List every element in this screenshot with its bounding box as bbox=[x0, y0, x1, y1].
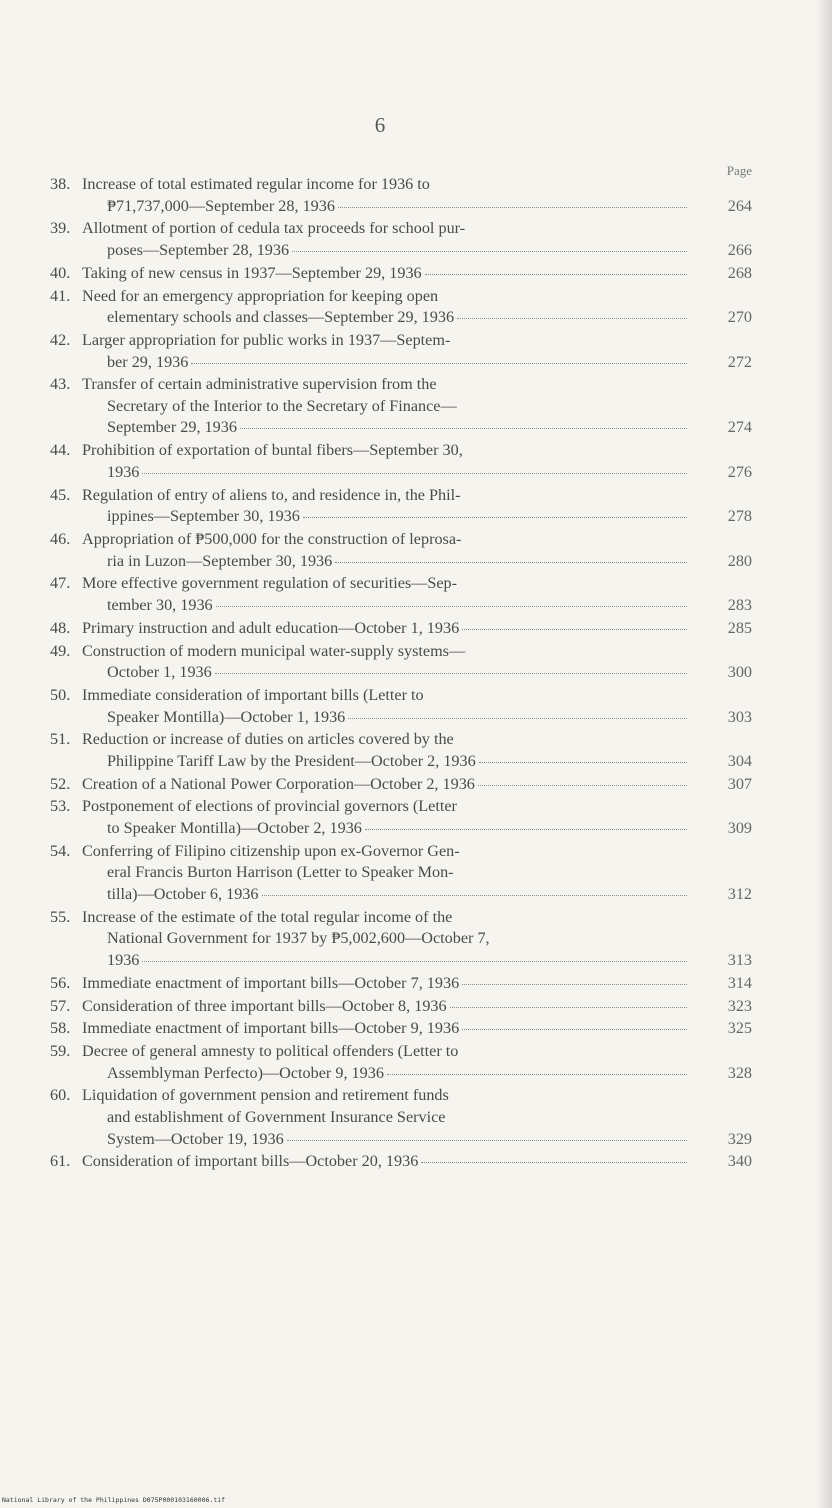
entry-title-text: ber 29, 1936 bbox=[107, 352, 189, 371]
toc-entry bbox=[50, 641, 752, 684]
entry-title bbox=[50, 330, 690, 373]
entry-title bbox=[50, 1018, 690, 1040]
entry-number: 60. bbox=[50, 1086, 71, 1105]
entry-title-line bbox=[82, 417, 690, 439]
entry-title-line: Increase of total estimated regular income for 1936 to bbox=[82, 175, 430, 193]
entry-number: 41. bbox=[50, 286, 71, 305]
entry-title bbox=[50, 263, 690, 285]
toc-entry bbox=[50, 218, 752, 261]
entry-title-line: More effective government regulation of securities—Sep- bbox=[82, 574, 458, 593]
entry-title-line: eral Francis Burton Harrison (Letter to Speaker Mon- bbox=[107, 863, 454, 882]
toc-entry bbox=[50, 573, 752, 616]
entry-number: 61. bbox=[50, 1152, 71, 1171]
entry-title-line bbox=[82, 973, 690, 995]
entry-page-number: 340 bbox=[727, 1152, 752, 1171]
entry-title-text: tember 30, 1936 bbox=[107, 595, 213, 614]
dot-leader bbox=[142, 472, 687, 474]
entry-title bbox=[50, 618, 690, 640]
entry-page-number: 314 bbox=[727, 973, 752, 992]
dot-leader bbox=[462, 1028, 687, 1030]
entry-number: 44. bbox=[50, 441, 71, 460]
entry-number: 54. bbox=[50, 841, 71, 860]
entry-title-line bbox=[82, 551, 690, 573]
entry-page-number: 283 bbox=[727, 595, 752, 614]
entry-title-line: Liquidation of government pension and retirement funds bbox=[82, 1086, 449, 1105]
entry-title-text: Taking of new census in 1937—September 29, 1936 bbox=[82, 263, 422, 282]
toc-entry bbox=[50, 685, 752, 728]
entry-title-line bbox=[82, 240, 690, 262]
entry-page-number: 274 bbox=[727, 418, 752, 437]
entry-title-text: ₱71,737,000—September 28, 1936 bbox=[107, 196, 335, 215]
entry-title-line: Need for an emergency appropriation for keeping open bbox=[82, 286, 439, 305]
entry-page-number: 303 bbox=[727, 707, 752, 726]
entry-page-number: 264 bbox=[727, 196, 752, 215]
entry-title-text: elementary schools and classes—September 29, 1936 bbox=[107, 308, 455, 327]
entry-page-number: 272 bbox=[727, 352, 752, 371]
entry-title-text: September 29, 1936 bbox=[107, 418, 237, 437]
entry-title-text: Consideration of three important bills—October 8, 1936 bbox=[82, 996, 447, 1015]
dot-leader bbox=[457, 317, 687, 319]
page-column-heading: Page bbox=[726, 163, 752, 178]
entry-number: 55. bbox=[50, 907, 71, 926]
entry-page-number: 325 bbox=[727, 1019, 752, 1038]
entry-title-line bbox=[82, 774, 690, 796]
toc-entry bbox=[50, 1151, 752, 1173]
entry-page-number: 328 bbox=[727, 1063, 752, 1082]
dot-leader bbox=[215, 672, 687, 674]
toc-entry bbox=[50, 485, 752, 528]
entry-number: 49. bbox=[50, 641, 71, 660]
entry-title-line: Secretary of the Interior to the Secretary of Finance— bbox=[107, 396, 457, 415]
toc-entry bbox=[50, 529, 752, 572]
entry-title-text: System—October 19, 1936 bbox=[107, 1129, 284, 1148]
dot-leader bbox=[450, 1006, 687, 1008]
entry-page-number: 300 bbox=[727, 663, 752, 682]
entry-number: 45. bbox=[50, 485, 71, 504]
entry-page-number: 276 bbox=[727, 462, 752, 481]
entry-title-text: October 1, 1936 bbox=[107, 663, 212, 682]
toc-entry bbox=[50, 263, 752, 285]
dot-leader bbox=[387, 1073, 687, 1075]
entry-title-line bbox=[82, 884, 690, 906]
toc-entry bbox=[50, 374, 752, 439]
entry-number: 56. bbox=[50, 973, 71, 992]
entry-title bbox=[50, 841, 690, 906]
entry-page-number: 329 bbox=[727, 1129, 752, 1148]
toc-entry bbox=[50, 286, 752, 329]
entry-page-number: 280 bbox=[727, 551, 752, 570]
entry-title-line bbox=[82, 751, 690, 773]
entry-page-number: 309 bbox=[727, 819, 752, 838]
toc-entry bbox=[50, 907, 752, 972]
entry-title bbox=[50, 529, 690, 572]
entry-title bbox=[50, 641, 690, 684]
entry-title-text: Creation of a National Power Corporation—October 2, 1936 bbox=[82, 774, 475, 793]
entry-title-line: Construction of modern municipal water-supply systems— bbox=[82, 641, 466, 660]
entry-title-text: Philippine Tariff Law by the President—October 2, 1936 bbox=[107, 751, 476, 770]
entry-title-line: and establishment of Government Insurance Service bbox=[107, 1108, 446, 1127]
entry-title-line bbox=[82, 1018, 690, 1040]
entry-title bbox=[50, 996, 690, 1018]
entry-title-line: Immediate consideration of important bills (Letter to bbox=[82, 685, 424, 704]
entry-title-line: Decree of general amnesty to political offenders (Letter to bbox=[82, 1042, 459, 1061]
dot-leader bbox=[365, 828, 687, 830]
entry-title bbox=[50, 729, 690, 772]
entry-number: 38. bbox=[50, 175, 71, 193]
entry-number: 50. bbox=[50, 685, 71, 704]
toc-entry bbox=[50, 1085, 752, 1150]
entry-title-text: Assemblyman Perfecto)—October 9, 1936 bbox=[107, 1063, 384, 1082]
entry-title-line bbox=[82, 352, 690, 374]
entry-title bbox=[50, 907, 690, 972]
entry-number: 47. bbox=[50, 574, 71, 593]
entry-page-number: 307 bbox=[727, 774, 752, 793]
entry-title-text: ria in Luzon—September 30, 1936 bbox=[107, 551, 333, 570]
entry-title-line bbox=[82, 462, 690, 484]
entry-number: 46. bbox=[50, 530, 71, 548]
entry-page-number: 312 bbox=[727, 885, 752, 903]
table-of-contents bbox=[50, 174, 752, 1174]
entry-number: 51. bbox=[50, 730, 71, 749]
entry-page-number: 285 bbox=[727, 618, 752, 637]
entry-number: 59. bbox=[50, 1042, 71, 1061]
entry-title-line: Reduction or increase of duties on articles covered by the bbox=[82, 730, 454, 749]
entry-title-line bbox=[82, 996, 690, 1018]
entry-page-number: 268 bbox=[727, 263, 752, 282]
toc-entry bbox=[50, 973, 752, 995]
entry-title bbox=[50, 286, 690, 329]
dot-leader bbox=[216, 605, 687, 607]
entry-title-line bbox=[82, 707, 690, 729]
entry-number: 53. bbox=[50, 797, 71, 816]
entry-title bbox=[50, 1085, 690, 1150]
entry-title-line bbox=[82, 950, 690, 972]
entry-number: 40. bbox=[50, 263, 71, 282]
entry-number: 43. bbox=[50, 375, 71, 394]
entry-title-line bbox=[82, 818, 690, 840]
toc-entry bbox=[50, 1041, 752, 1084]
entry-page-number: 266 bbox=[727, 240, 752, 259]
page-number: 6 bbox=[374, 113, 386, 137]
entry-number: 48. bbox=[50, 618, 71, 637]
entry-title-line bbox=[82, 1129, 690, 1151]
dot-leader bbox=[292, 250, 687, 252]
entry-title-line bbox=[82, 662, 690, 684]
dot-leader bbox=[425, 273, 687, 275]
entry-title bbox=[50, 1041, 690, 1084]
dot-leader bbox=[287, 1139, 687, 1141]
toc-entry bbox=[50, 440, 752, 483]
entry-title-line: Increase of the estimate of the total regular income of the bbox=[82, 907, 453, 926]
entry-number: 39. bbox=[50, 219, 71, 238]
entry-title-line: Conferring of Filipino citizenship upon ex-Governor Gen- bbox=[82, 841, 460, 860]
entry-title-line: Transfer of certain administrative supervision from the bbox=[82, 375, 437, 394]
entry-title-line bbox=[82, 595, 690, 617]
entry-title bbox=[50, 573, 690, 616]
entry-title-line: Postponement of elections of provincial governors (Letter bbox=[82, 797, 457, 816]
entry-title-line bbox=[82, 506, 690, 528]
dot-leader bbox=[462, 628, 687, 630]
entry-title bbox=[50, 774, 690, 796]
toc-entry bbox=[50, 729, 752, 772]
entry-title bbox=[50, 796, 690, 839]
entry-title bbox=[50, 440, 690, 483]
dot-leader bbox=[142, 960, 687, 962]
toc-entry bbox=[50, 1018, 752, 1040]
entry-title bbox=[50, 685, 690, 728]
entry-title-text: 1936 bbox=[107, 462, 140, 481]
entry-title-line: Prohibition of exportation of buntal fibers—September 30, bbox=[82, 441, 463, 460]
dot-leader bbox=[478, 784, 687, 786]
dot-leader bbox=[348, 717, 687, 719]
entry-title-line: Larger appropriation for public works in 1937—Septem- bbox=[82, 330, 451, 349]
dot-leader bbox=[240, 427, 687, 429]
entry-title-line bbox=[82, 618, 690, 640]
scan-footer: National Library of the Philippines D075P000103160006.tif bbox=[2, 1496, 226, 1504]
entry-title bbox=[50, 485, 690, 528]
entry-title bbox=[50, 1151, 690, 1173]
dot-leader bbox=[191, 362, 687, 364]
entry-page-number: 278 bbox=[727, 507, 752, 526]
entry-title-text: ippines—September 30, 1936 bbox=[107, 507, 300, 526]
entry-title-line bbox=[82, 1151, 690, 1173]
entry-page-number: 304 bbox=[727, 751, 752, 770]
entry-title-line: National Government for 1937 by ₱5,002,600—October 7, bbox=[107, 929, 490, 948]
toc-entry bbox=[50, 774, 752, 796]
entry-title bbox=[50, 374, 690, 439]
entry-number: 42. bbox=[50, 330, 71, 349]
toc-entry bbox=[50, 796, 752, 839]
page-edge-shadow bbox=[816, 0, 832, 1508]
entry-title-text: poses—September 28, 1936 bbox=[107, 240, 290, 259]
dot-leader bbox=[421, 1161, 687, 1163]
entry-title bbox=[50, 973, 690, 995]
entry-title-line: Allotment of portion of cedula tax proceeds for school pur- bbox=[82, 219, 466, 238]
entry-title-line bbox=[82, 196, 690, 218]
entry-title-line bbox=[82, 263, 690, 285]
entry-title bbox=[50, 174, 690, 217]
entry-page-number: 270 bbox=[727, 308, 752, 327]
dot-leader bbox=[462, 983, 687, 985]
toc-entry bbox=[50, 841, 752, 906]
entry-title-text: Consideration of important bills—October 20, 1936 bbox=[82, 1152, 419, 1171]
dot-leader bbox=[479, 761, 687, 763]
entry-title bbox=[50, 218, 690, 261]
entry-title-text: Speaker Montilla)—October 1, 1936 bbox=[107, 707, 346, 726]
entry-number: 57. bbox=[50, 996, 71, 1015]
entry-title-line bbox=[82, 307, 690, 329]
entry-title-text: Primary instruction and adult education—October 1, 1936 bbox=[82, 618, 460, 637]
entry-title-line: Appropriation of ₱500,000 for the construction of leprosa- bbox=[82, 530, 462, 548]
toc-entry bbox=[50, 330, 752, 373]
entry-page-number: 313 bbox=[727, 950, 752, 969]
entry-title-text: to Speaker Montilla)—October 2, 1936 bbox=[107, 819, 362, 838]
dot-leader bbox=[303, 516, 687, 518]
entry-title-line bbox=[82, 1063, 690, 1085]
entry-title-text: Immediate enactment of important bills—October 7, 1936 bbox=[82, 973, 460, 992]
entry-title-text: 1936 bbox=[107, 950, 140, 969]
dot-leader bbox=[338, 206, 687, 208]
entry-page-number: 323 bbox=[727, 996, 752, 1015]
toc-entry bbox=[50, 618, 752, 640]
entry-number: 58. bbox=[50, 1019, 71, 1038]
dot-leader bbox=[335, 561, 687, 563]
dot-leader bbox=[262, 894, 688, 896]
entry-title-text: tilla)—October 6, 1936 bbox=[107, 885, 259, 903]
entry-number: 52. bbox=[50, 774, 71, 793]
entry-title-line: Regulation of entry of aliens to, and residence in, the Phil- bbox=[82, 485, 461, 504]
toc-entry bbox=[50, 174, 752, 217]
toc-entry bbox=[50, 996, 752, 1018]
entry-title-text: Immediate enactment of important bills—October 9, 1936 bbox=[82, 1019, 460, 1038]
